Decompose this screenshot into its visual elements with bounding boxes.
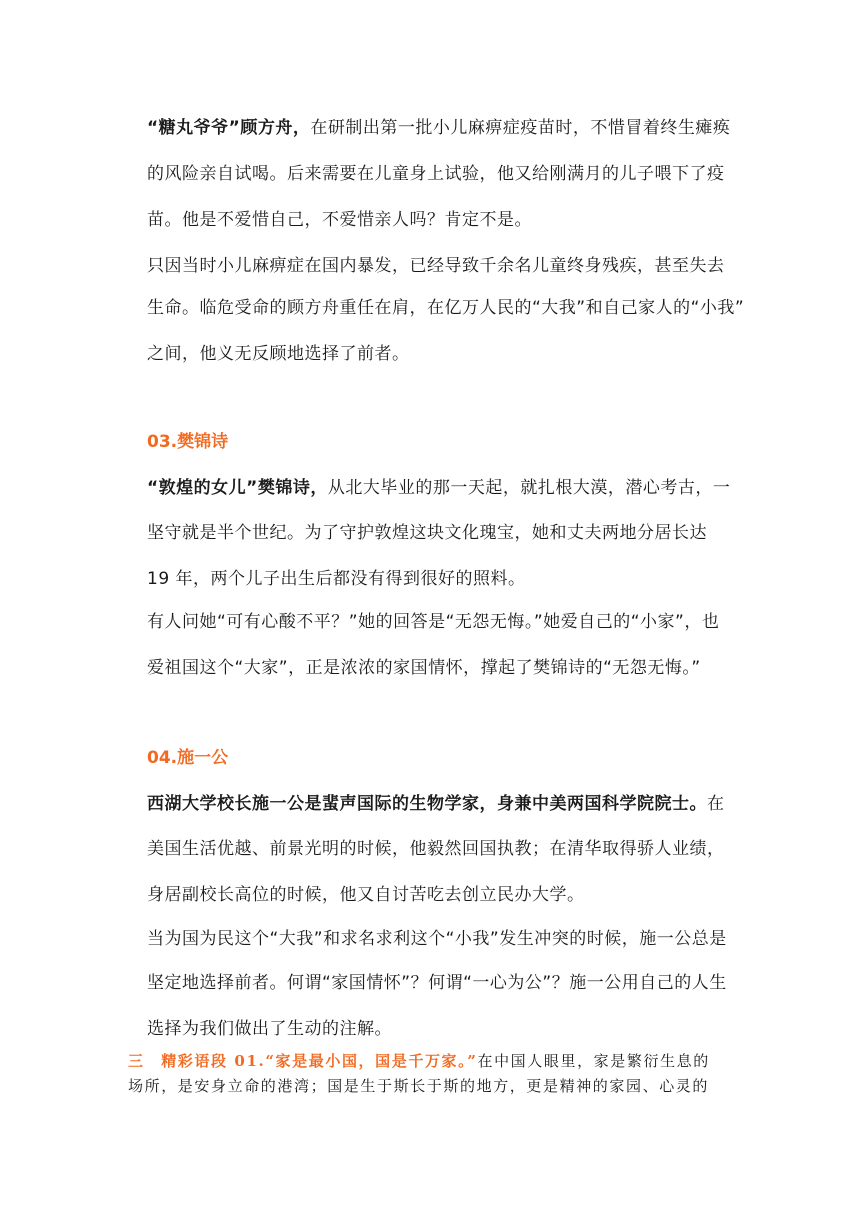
fan-lead-bold: “敦煌的女儿”樊锦诗， [147,478,328,498]
section-three-label: 三 精彩语段 01.“家是最小国，国是千万家。” [128,1052,478,1070]
section-three-line-1-rest: 在中国人眼里，家是繁衍生息的 [477,1052,710,1070]
gu-paragraph-line-3: 苗。他是不爱惜自己，不爱惜亲人吗？肯定不是。 [147,210,532,230]
gu-lead-bold: “糖丸爷爷”顾方舟， [147,118,311,138]
gu-line-1-rest: 在研制出第一批小儿麻痹症疫苗时，不惜冒着终生瘫痪 [310,118,731,138]
shi-line-1-rest: 在 [707,794,725,814]
gu-paragraph-line-5: 生命。临危受命的顾方舟重任在肩，在亿万人民的“大我”和自己家人的“小我” [147,298,745,318]
fan-line-1-rest: 从北大毕业的那一天起，就扎根大漠，潜心考古，一 [327,478,731,498]
fan-paragraph-line-4: 有人问她“可有心酸不平？”她的回答是“无怨无悔。”她爱自己的“小家”，也 [147,612,720,632]
fan-paragraph-line-1 [147,478,730,498]
fan-paragraph-line-2: 坚守就是半个世纪。为了守护敦煌这块文化瑰宝，她和丈夫两地分居长达 [147,523,707,543]
section-three-line-2: 场所，是安身立命的港湾；国是生于斯长于斯的地方，更是精神的家园、心灵的 [128,1077,710,1095]
gu-paragraph-line-6: 之间，他义无反顾地选择了前者。 [147,344,410,364]
gu-paragraph-line-2: 的风险亲自试喝。后来需要在儿童身上试验，他又给刚满月的儿子喂下了疫 [147,164,725,184]
shi-lead-bold: 西湖大学校长施一公是蜚声国际的生物学家，身兼中美两国科学院院士。 [147,794,707,814]
shi-paragraph-line-6: 选择为我们做出了生动的注解。 [147,1019,392,1039]
gu-paragraph-line-4: 只因当时小儿麻痹症在国内暴发，已经导致千余名儿童终身残疾，甚至失去 [147,256,725,276]
shi-paragraph-line-3: 身居副校长高位的时候，他又自讨苦吃去创立民办大学。 [147,885,585,905]
shi-paragraph-line-1 [147,794,725,814]
fan-paragraph-line-5: 爱祖国这个“大家”，正是浓浓的家国情怀，撑起了樊锦诗的“无怨无悔。” [147,658,701,678]
section-three-line-1 [128,1051,728,1071]
shi-paragraph-line-2: 美国生活优越、前景光明的时候，他毅然回国执教；在清华取得骄人业绩， [147,839,725,859]
fan-heading: 03.樊锦诗 [147,432,229,452]
shi-heading: 04.施一公 [147,748,229,768]
shi-paragraph-line-4: 当为国为民这个“大我”和求名求利这个“小我”发生冲突的时候，施一公总是 [147,929,727,949]
gu-paragraph-line-1 [147,118,730,138]
fan-paragraph-line-3: 19 年，两个儿子出生后都没有得到很好的照料。 [147,569,526,589]
shi-paragraph-line-5: 坚定地选择前者。何谓“家国情怀”？何谓“一心为公”？施一公用自己的人生 [147,973,727,993]
